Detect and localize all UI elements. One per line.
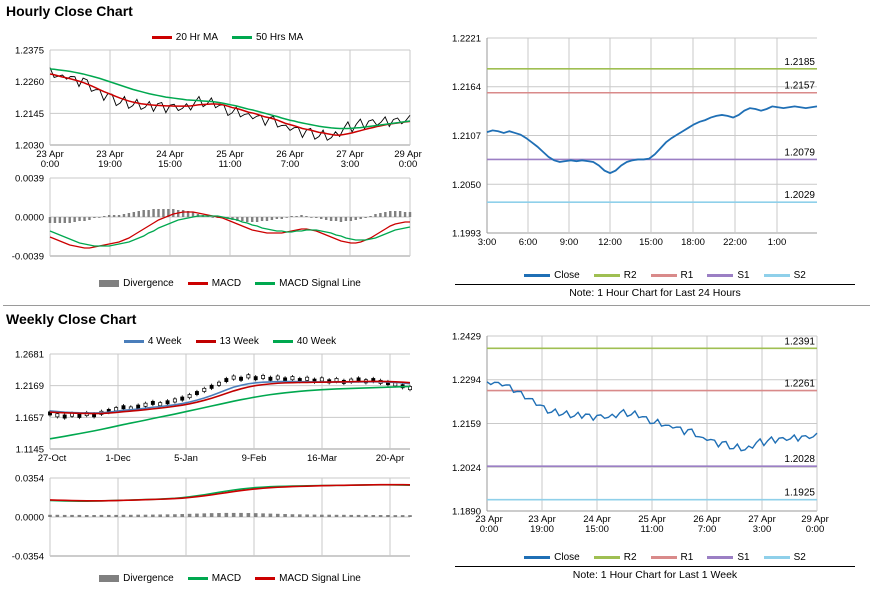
candle-body [320, 378, 323, 381]
divergence-bar [310, 217, 312, 218]
level-label-s1: 1.2028 [784, 454, 815, 466]
legend-item-r1-hourly [651, 270, 694, 281]
svg-text:9-Feb: 9-Feb [241, 453, 267, 464]
svg-text:19:00: 19:00 [530, 524, 554, 535]
svg-text:1.2164: 1.2164 [451, 82, 481, 93]
divergence-bar [118, 215, 120, 217]
candle-body [284, 378, 287, 381]
svg-text:27 Apr: 27 Apr [748, 514, 776, 525]
legend-label-50hr-ma: 50 Hrs MA [256, 32, 304, 43]
divergence-bar [73, 217, 75, 222]
divergence-bar [379, 515, 383, 517]
divergence-bar [374, 214, 376, 217]
svg-text:0:00: 0:00 [805, 524, 825, 535]
section-divider [3, 305, 870, 306]
divergence-bar [147, 210, 149, 217]
svg-text:15:00: 15:00 [158, 159, 182, 170]
legend-swatch-macd-hourly [188, 282, 208, 285]
legend-swatch-r2-weekly [594, 556, 620, 559]
legend-item-close-hourly [524, 270, 580, 281]
weekly-levels-chart [437, 328, 867, 543]
legend-swatch-r2-hourly [594, 274, 620, 277]
legend-item-r1-weekly [651, 552, 694, 563]
level-label-r1: 1.2157 [784, 80, 815, 92]
divergence-bar [409, 212, 411, 217]
divergence-bar [157, 209, 159, 217]
weekly-levels-legend [470, 552, 860, 563]
divergence-bar [290, 216, 292, 217]
candle-body [173, 399, 176, 402]
svg-text:1.2221: 1.2221 [451, 33, 481, 45]
svg-text:1.1145: 1.1145 [15, 444, 44, 456]
divergence-bar [342, 515, 346, 517]
legend-swatch-s1-weekly [707, 556, 733, 559]
level-label-s2: 1.1925 [784, 487, 815, 499]
divergence-bar [364, 217, 366, 218]
svg-text:1:00: 1:00 [767, 237, 787, 248]
candle-body [239, 377, 242, 380]
legend-label-4week: 4 Week [147, 336, 182, 347]
hourly-section-title: Hourly Close Chart [6, 3, 133, 19]
svg-text:11:00: 11:00 [640, 524, 664, 535]
legend-label-s2-hourly: S2 [793, 270, 806, 281]
divergence-bar [330, 217, 332, 221]
divergence-bar [56, 515, 60, 517]
divergence-bar [108, 215, 110, 217]
divergence-bar [212, 217, 214, 218]
divergence-bar [78, 515, 82, 517]
legend-item-13week [196, 336, 259, 347]
divergence-bar [246, 217, 248, 222]
svg-text:11:00: 11:00 [218, 159, 242, 170]
level-label-r2: 1.2391 [784, 336, 815, 348]
divergence-bar [103, 216, 105, 217]
divergence-bar [138, 211, 140, 217]
candle-body [357, 378, 360, 381]
weekly-price-chart [0, 348, 430, 478]
candle-body [188, 395, 191, 398]
divergence-bar [295, 216, 297, 217]
svg-text:24 Apr: 24 Apr [583, 514, 611, 525]
candle-body [269, 377, 272, 380]
divergence-bar [92, 515, 96, 517]
divergence-bar [305, 216, 307, 217]
hourly-note-wrap [455, 284, 855, 299]
candle-body [247, 375, 250, 378]
divergence-bar [232, 513, 236, 517]
legend-label-r2-weekly: R2 [623, 552, 637, 563]
candle-body [210, 385, 213, 388]
legend-item-s2-weekly [764, 552, 806, 563]
divergence-bar [359, 217, 361, 219]
svg-text:1-Dec: 1-Dec [105, 453, 131, 464]
legend-swatch-divergence-hourly [99, 280, 119, 287]
candle-body [144, 403, 147, 406]
legend-label-macd-signal-hourly: MACD Signal Line [279, 278, 361, 289]
legend-swatch-r1-hourly [651, 274, 677, 277]
divergence-bar [355, 217, 357, 220]
legend-swatch-macd-weekly [188, 577, 208, 580]
svg-text:6:00: 6:00 [518, 237, 538, 248]
divergence-bar [266, 217, 268, 221]
legend-item-close-weekly [524, 552, 580, 563]
legend-swatch-20hr-ma [152, 36, 172, 39]
legend-swatch-r1-weekly [651, 556, 677, 559]
candle-body [166, 401, 169, 404]
svg-text:23 Apr: 23 Apr [96, 149, 124, 160]
legend-label-close-weekly: Close [554, 552, 580, 563]
level-label-s1: 1.2079 [784, 147, 815, 159]
legend-label-macd-hourly: MACD [211, 278, 242, 289]
legend-item-50hr-ma [232, 32, 303, 43]
legend-label-20hr-ma: 20 Hr MA [175, 32, 218, 43]
divergence-bar [202, 513, 206, 517]
legend-label-s1-hourly: S1 [737, 270, 750, 281]
legend-swatch-close-weekly [524, 556, 550, 559]
divergence-bar [256, 217, 258, 222]
svg-text:15:00: 15:00 [639, 237, 663, 248]
legend-swatch-13week [196, 340, 216, 343]
divergence-bar [70, 515, 74, 517]
divergence-bar [123, 214, 125, 217]
divergence-bar [315, 217, 317, 218]
candle-body [56, 414, 59, 417]
svg-text:5-Jan: 5-Jan [174, 453, 198, 464]
legend-item-macd-signal-weekly [255, 573, 361, 584]
weekly-price-legend [30, 336, 430, 347]
svg-text:1.2050: 1.2050 [451, 179, 481, 191]
divergence-bar [350, 217, 352, 221]
candle-body [151, 401, 154, 404]
svg-text:26 Apr: 26 Apr [693, 514, 721, 525]
divergence-bar [298, 514, 302, 517]
level-label-r1: 1.2261 [784, 378, 815, 390]
svg-text:1.2375: 1.2375 [14, 45, 44, 57]
hourly-note: Note: 1 Hour Chart for Last 24 Hours [569, 287, 741, 299]
legend-label-r1-weekly: R1 [680, 552, 694, 563]
candle-body [181, 397, 184, 400]
divergence-bar [59, 217, 61, 223]
divergence-bar [217, 513, 221, 517]
svg-text:7:00: 7:00 [697, 524, 717, 535]
candle-body [232, 376, 235, 379]
legend-item-macd-hourly [188, 278, 241, 289]
svg-text:23 Apr: 23 Apr [36, 149, 64, 160]
legend-item-divergence-hourly [99, 278, 174, 289]
divergence-bar [69, 217, 71, 223]
legend-label-macd-signal-weekly: MACD Signal Line [279, 573, 361, 584]
divergence-bar [313, 515, 317, 517]
divergence-bar [54, 217, 56, 223]
svg-text:25 Apr: 25 Apr [216, 149, 244, 160]
divergence-bar [113, 215, 115, 217]
svg-text:20-Apr: 20-Apr [375, 453, 405, 464]
candle-body [225, 378, 228, 381]
divergence-bar [98, 217, 100, 218]
divergence-bar [247, 513, 251, 517]
divergence-bar [152, 209, 154, 217]
candle-body [306, 377, 309, 380]
divergence-bar [133, 212, 135, 217]
divergence-bar [394, 211, 396, 217]
divergence-bar [345, 217, 347, 221]
svg-text:0.0000: 0.0000 [14, 212, 44, 224]
legend-item-divergence-weekly [99, 573, 174, 584]
divergence-bar [172, 209, 174, 217]
divergence-bar [364, 515, 368, 517]
candle-body [159, 403, 162, 406]
divergence-bar [210, 513, 214, 517]
hourly-price-chart [0, 44, 430, 174]
svg-text:1.2030: 1.2030 [14, 140, 44, 152]
divergence-bar [49, 217, 51, 223]
divergence-bar [188, 514, 192, 517]
divergence-bar [276, 514, 280, 517]
divergence-bar [349, 515, 353, 517]
divergence-bar [251, 217, 253, 222]
svg-text:3:00: 3:00 [340, 159, 360, 170]
divergence-bar [399, 211, 401, 217]
divergence-bar [48, 515, 52, 517]
divergence-bar [281, 217, 283, 219]
svg-text:7:00: 7:00 [280, 159, 300, 170]
legend-item-40week [273, 336, 336, 347]
divergence-bar [128, 213, 130, 217]
legend-swatch-s2-hourly [764, 274, 790, 277]
legend-label-macd-weekly: MACD [211, 573, 242, 584]
svg-text:22:00: 22:00 [723, 237, 747, 248]
divergence-bar [404, 212, 406, 217]
divergence-bar [325, 217, 327, 220]
svg-text:1.2159: 1.2159 [451, 419, 481, 430]
divergence-bar [100, 515, 104, 517]
divergence-bar [291, 514, 295, 517]
svg-text:27 Apr: 27 Apr [336, 149, 364, 160]
weekly-note-wrap [455, 566, 855, 581]
legend-label-13week: 13 Week [219, 336, 259, 347]
divergence-bar [107, 515, 111, 517]
divergence-bar [88, 217, 90, 220]
svg-text:0.0000: 0.0000 [14, 512, 44, 524]
divergence-bar [261, 217, 263, 221]
svg-text:0.0039: 0.0039 [14, 173, 44, 185]
candle-body [217, 382, 220, 385]
divergence-bar [136, 515, 140, 517]
legend-label-divergence-hourly: Divergence [123, 278, 174, 289]
legend-swatch-s1-hourly [707, 274, 733, 277]
level-label-s2: 1.2029 [784, 190, 815, 202]
divergence-bar [401, 515, 405, 517]
hourly-levels-chart [437, 30, 867, 260]
divergence-bar [173, 514, 177, 517]
divergence-bar [371, 515, 375, 517]
svg-text:16-Mar: 16-Mar [306, 453, 338, 464]
svg-text:1.2681: 1.2681 [14, 349, 44, 361]
legend-label-r2-hourly: R2 [623, 270, 637, 281]
legend-swatch-40week [273, 340, 293, 343]
svg-text:29 Apr: 29 Apr [394, 149, 422, 160]
candle-body [195, 391, 198, 394]
svg-text:0:00: 0:00 [398, 159, 418, 170]
divergence-bar [162, 209, 164, 217]
legend-item-4week [124, 336, 182, 347]
svg-text:18:00: 18:00 [681, 237, 705, 248]
legend-swatch-macd-signal-weekly [255, 577, 275, 580]
divergence-bar [327, 515, 331, 517]
divergence-bar [389, 211, 391, 217]
weekly-macd-chart [0, 472, 430, 564]
svg-text:1.2107: 1.2107 [451, 131, 481, 142]
candle-body [137, 405, 140, 408]
legend-swatch-s2-weekly [764, 556, 790, 559]
divergence-bar [305, 514, 309, 517]
weekly-note: Note: 1 Hour Chart for Last 1 Week [572, 569, 738, 581]
svg-text:12:00: 12:00 [598, 237, 622, 248]
legend-swatch-macd-signal-hourly [255, 282, 275, 285]
divergence-bar [241, 217, 243, 221]
svg-text:1.2024: 1.2024 [451, 462, 481, 474]
svg-text:15:00: 15:00 [585, 524, 609, 535]
legend-swatch-4week [124, 340, 144, 343]
divergence-bar [114, 515, 118, 517]
legend-item-macd-signal-hourly [255, 278, 361, 289]
hourly-macd-legend [30, 278, 430, 289]
svg-text:1.1993: 1.1993 [451, 228, 481, 240]
svg-text:1.2169: 1.2169 [14, 381, 44, 392]
svg-text:1.2260: 1.2260 [14, 77, 44, 88]
candle-body [63, 415, 66, 418]
legend-item-r2-hourly [594, 270, 637, 281]
divergence-bar [261, 513, 265, 517]
weekly-macd-legend [30, 573, 430, 584]
svg-text:1.1890: 1.1890 [451, 506, 481, 518]
divergence-bar [320, 515, 324, 517]
divergence-bar [300, 215, 302, 217]
divergence-bar [369, 216, 371, 217]
legend-label-s2-weekly: S2 [793, 552, 806, 563]
candle-body [122, 406, 125, 409]
divergence-bar [340, 217, 342, 222]
divergence-bar [276, 217, 278, 219]
svg-text:27-Oct: 27-Oct [37, 453, 67, 464]
svg-text:9:00: 9:00 [559, 237, 579, 248]
hourly-macd-chart [0, 172, 430, 264]
divergence-bar [254, 513, 258, 517]
legend-item-s2-hourly [764, 270, 806, 281]
divergence-bar [78, 217, 80, 221]
legend-swatch-50hr-ma [232, 36, 252, 39]
divergence-bar [142, 210, 144, 217]
legend-label-40week: 40 Week [296, 336, 337, 347]
divergence-bar [408, 515, 412, 517]
svg-text:26 Apr: 26 Apr [276, 149, 304, 160]
divergence-bar [63, 515, 67, 517]
divergence-bar [151, 515, 155, 517]
candle-body [276, 376, 279, 379]
legend-item-macd-weekly [188, 573, 241, 584]
divergence-bar [64, 217, 66, 223]
divergence-bar [122, 515, 126, 517]
svg-text:24 Apr: 24 Apr [156, 149, 184, 160]
svg-text:29 Apr: 29 Apr [801, 514, 829, 525]
divergence-bar [144, 515, 148, 517]
divergence-bar [83, 217, 85, 221]
divergence-bar [271, 217, 273, 220]
legend-label-divergence-weekly: Divergence [123, 573, 174, 584]
divergence-bar [93, 217, 95, 218]
candle-body [291, 377, 294, 380]
svg-text:0:00: 0:00 [479, 524, 499, 535]
svg-text:1.2294: 1.2294 [451, 375, 481, 386]
divergence-bar [195, 514, 199, 517]
hourly-levels-legend [470, 270, 860, 281]
divergence-bar [180, 514, 184, 517]
svg-text:1.2429: 1.2429 [451, 331, 481, 343]
legend-item-s1-hourly [707, 270, 749, 281]
divergence-bar [357, 515, 361, 517]
svg-text:1.2145: 1.2145 [14, 108, 44, 120]
svg-text:23 Apr: 23 Apr [475, 514, 503, 525]
svg-text:25 Apr: 25 Apr [638, 514, 666, 525]
divergence-bar [225, 513, 229, 517]
divergence-bar [182, 210, 184, 217]
divergence-bar [239, 513, 243, 517]
candle-body [254, 377, 257, 380]
svg-text:-0.0354: -0.0354 [11, 551, 44, 563]
divergence-bar [283, 514, 287, 517]
svg-text:1.1657: 1.1657 [14, 412, 44, 424]
legend-label-close-hourly: Close [554, 270, 580, 281]
divergence-bar [384, 212, 386, 217]
legend-label-r1-hourly: R1 [680, 270, 694, 281]
legend-item-r2-weekly [594, 552, 637, 563]
svg-text:0:00: 0:00 [40, 159, 60, 170]
divergence-bar [320, 217, 322, 219]
svg-text:3:00: 3:00 [477, 237, 497, 248]
candle-body [78, 414, 81, 417]
candle-body [203, 388, 206, 391]
divergence-bar [379, 213, 381, 217]
divergence-bar [394, 515, 398, 517]
svg-text:19:00: 19:00 [98, 159, 122, 170]
hourly-price-legend [30, 32, 425, 43]
divergence-bar [386, 515, 390, 517]
legend-item-20hr-ma [152, 32, 218, 43]
candle-body [261, 375, 264, 378]
candle-body [115, 408, 118, 411]
divergence-bar [85, 515, 89, 517]
divergence-bar [158, 514, 162, 517]
divergence-bar [335, 515, 339, 517]
divergence-bar [129, 515, 133, 517]
legend-swatch-divergence-weekly [99, 575, 119, 582]
svg-text:3:00: 3:00 [752, 524, 772, 535]
divergence-bar [166, 514, 170, 517]
divergence-bar [269, 514, 273, 517]
legend-swatch-close-hourly [524, 274, 550, 277]
svg-text:23 Apr: 23 Apr [528, 514, 556, 525]
divergence-bar [335, 217, 337, 221]
weekly-section-title: Weekly Close Chart [6, 311, 137, 327]
divergence-bar [286, 217, 288, 218]
svg-text:0.0354: 0.0354 [14, 473, 44, 485]
legend-label-s1-weekly: S1 [737, 552, 750, 563]
level-label-r2: 1.2185 [784, 56, 815, 68]
svg-text:-0.0039: -0.0039 [11, 251, 44, 263]
legend-item-s1-weekly [707, 552, 749, 563]
